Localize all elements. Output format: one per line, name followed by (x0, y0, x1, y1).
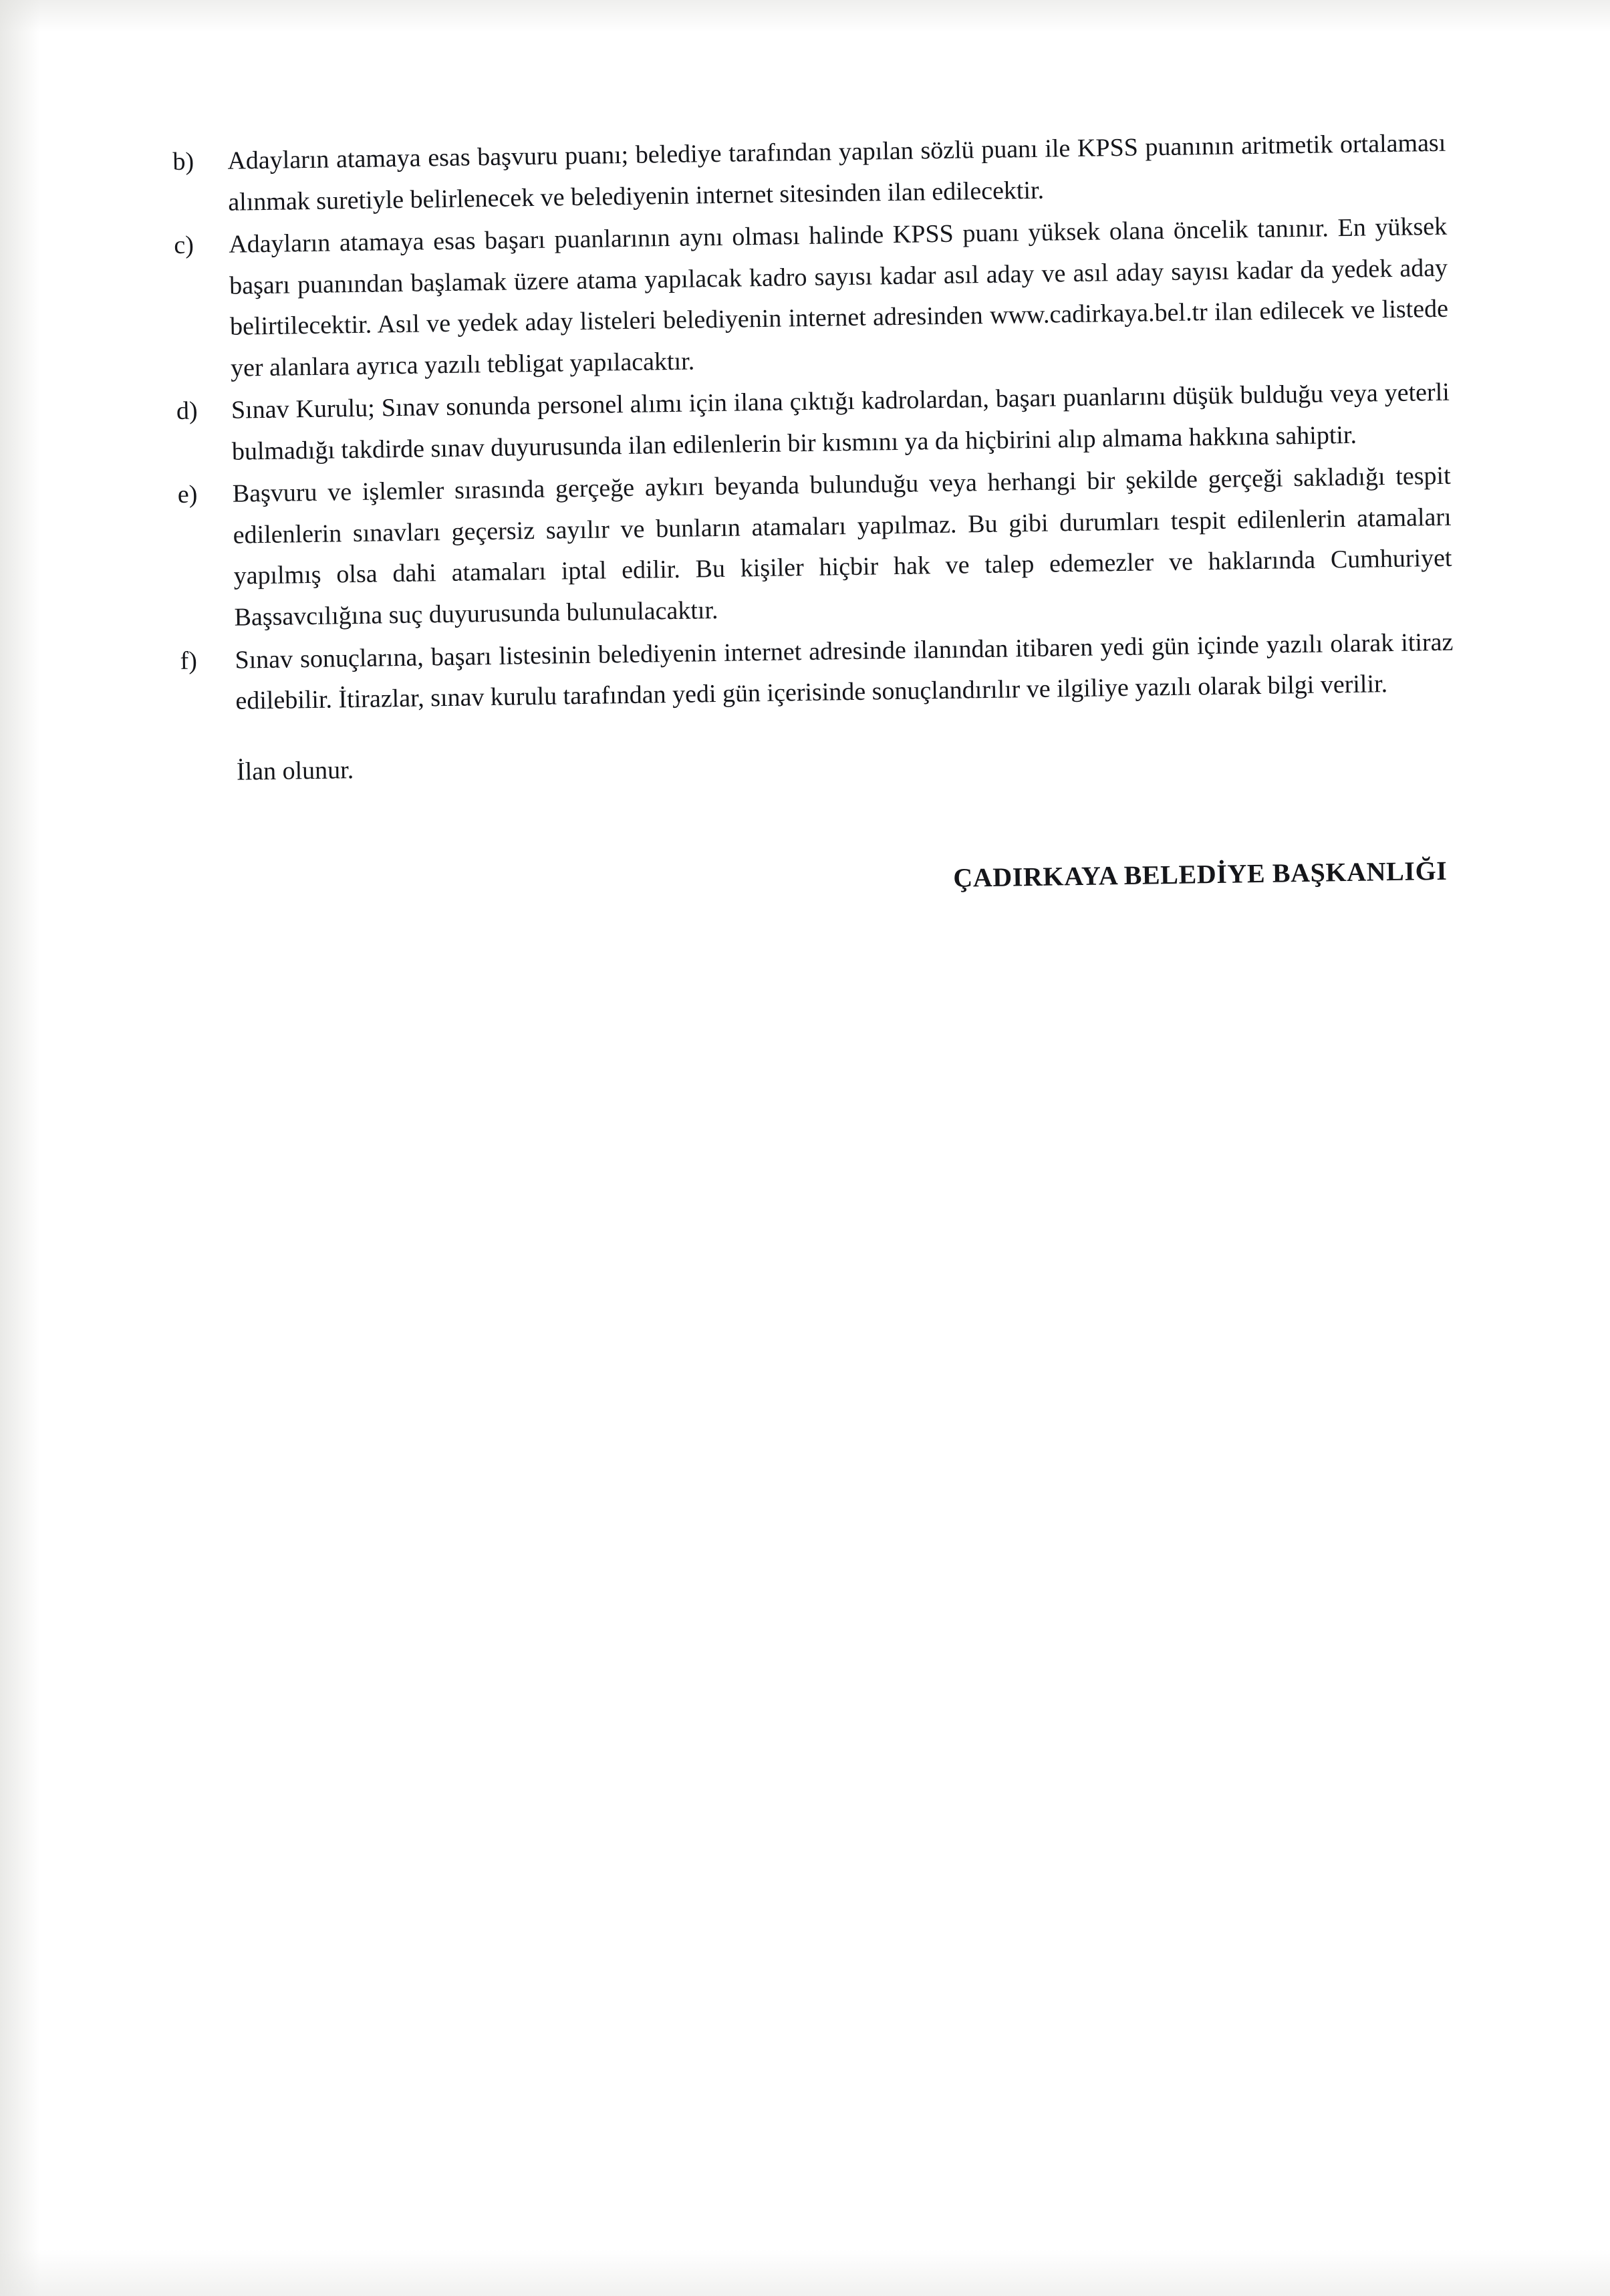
clause-marker-d: d) (176, 396, 198, 426)
scan-edge-top (0, 0, 1610, 32)
clause-text-c: Adayların atamaya esas başarı puanlarının aynı olması halinde KPSS puanı yüksek olana öncelik tanınır. En yüksek başarı puanından başlamak üzere atama yapılacak kadro sayısı kadar asıl aday ve asıl aday sayısı kadar da yedek aday belirtilecektir. Asıl ve yedek aday listeleri belediyenin internet adresinden www.cadirkaya.bel.tr ilan edilecek ve listede yer alanlara ayrıca yazılı tebligat yapılacaktır. (228, 212, 1449, 382)
clause-item-f (180, 622, 1454, 723)
clause-list (172, 123, 1454, 723)
clause-marker-e: e) (177, 480, 198, 509)
clause-text-b: Adayların atamaya esas başvuru puanı; belediye tarafından yapılan sözlü puanı ile KPSS puanının aritmetik ortalaması alınmak suretiyle belirlenecek ve belediyenin internet sitesinden ilan edilecektir. (227, 128, 1446, 217)
clause-item-c (174, 207, 1449, 390)
signing-authority: ÇADIRKAYA BELEDİYE BAŞKANLIĞI (953, 856, 1448, 893)
clause-item-e (177, 456, 1452, 639)
signature-block (183, 850, 1457, 912)
clause-text-d: Sınav Kurulu; Sınav sonunda personel alımı için ilana çıktığı kadrolardan, başarı puanlarını düşük bulduğu veya yeterli bulmadığı takdirde sınav duyurusunda ilan edilenlerin bir kısmını ya da hiçbirini alıp almama hakkına sahiptir. (231, 378, 1450, 466)
clause-marker-f: f) (180, 646, 198, 675)
scan-edge-left (0, 0, 40, 2296)
closing-statement: İlan olunur. (236, 755, 354, 786)
clause-text-f: Sınav sonuçlarına, başarı listesinin belediyenin internet adresinde ilanından itibaren yedi gün içinde yazılı olarak itiraz edilebilir. İtirazlar, sınav kurulu tarafından yedi gün içerisinde sonuçlandırılır ve ilgiliye yazılı olarak bilgi verilir. (235, 628, 1454, 715)
clause-marker-b: b) (172, 147, 194, 176)
scan-edge-bottom (0, 2249, 1610, 2296)
clause-text-e: Başvuru ve işlemler sırasında gerçeğe aykırı beyanda bulunduğu veya herhangi bir şekilde gerçeği sakladığı tespit edilenlerin sınavları geçersiz sayılır ve bunların atamaları yapılmaz. Bu gibi durumları tespit edilenlerin atamaları yapılmış olsa dahi atamaları iptal edilir. Bu kişiler hiçbir hak ve talep edemezler ve haklarında Cumhuriyet Başsavcılığına suç duyurusunda bulunulacaktır. (232, 462, 1452, 632)
clause-marker-c: c) (173, 231, 194, 260)
document-body (172, 123, 1457, 912)
